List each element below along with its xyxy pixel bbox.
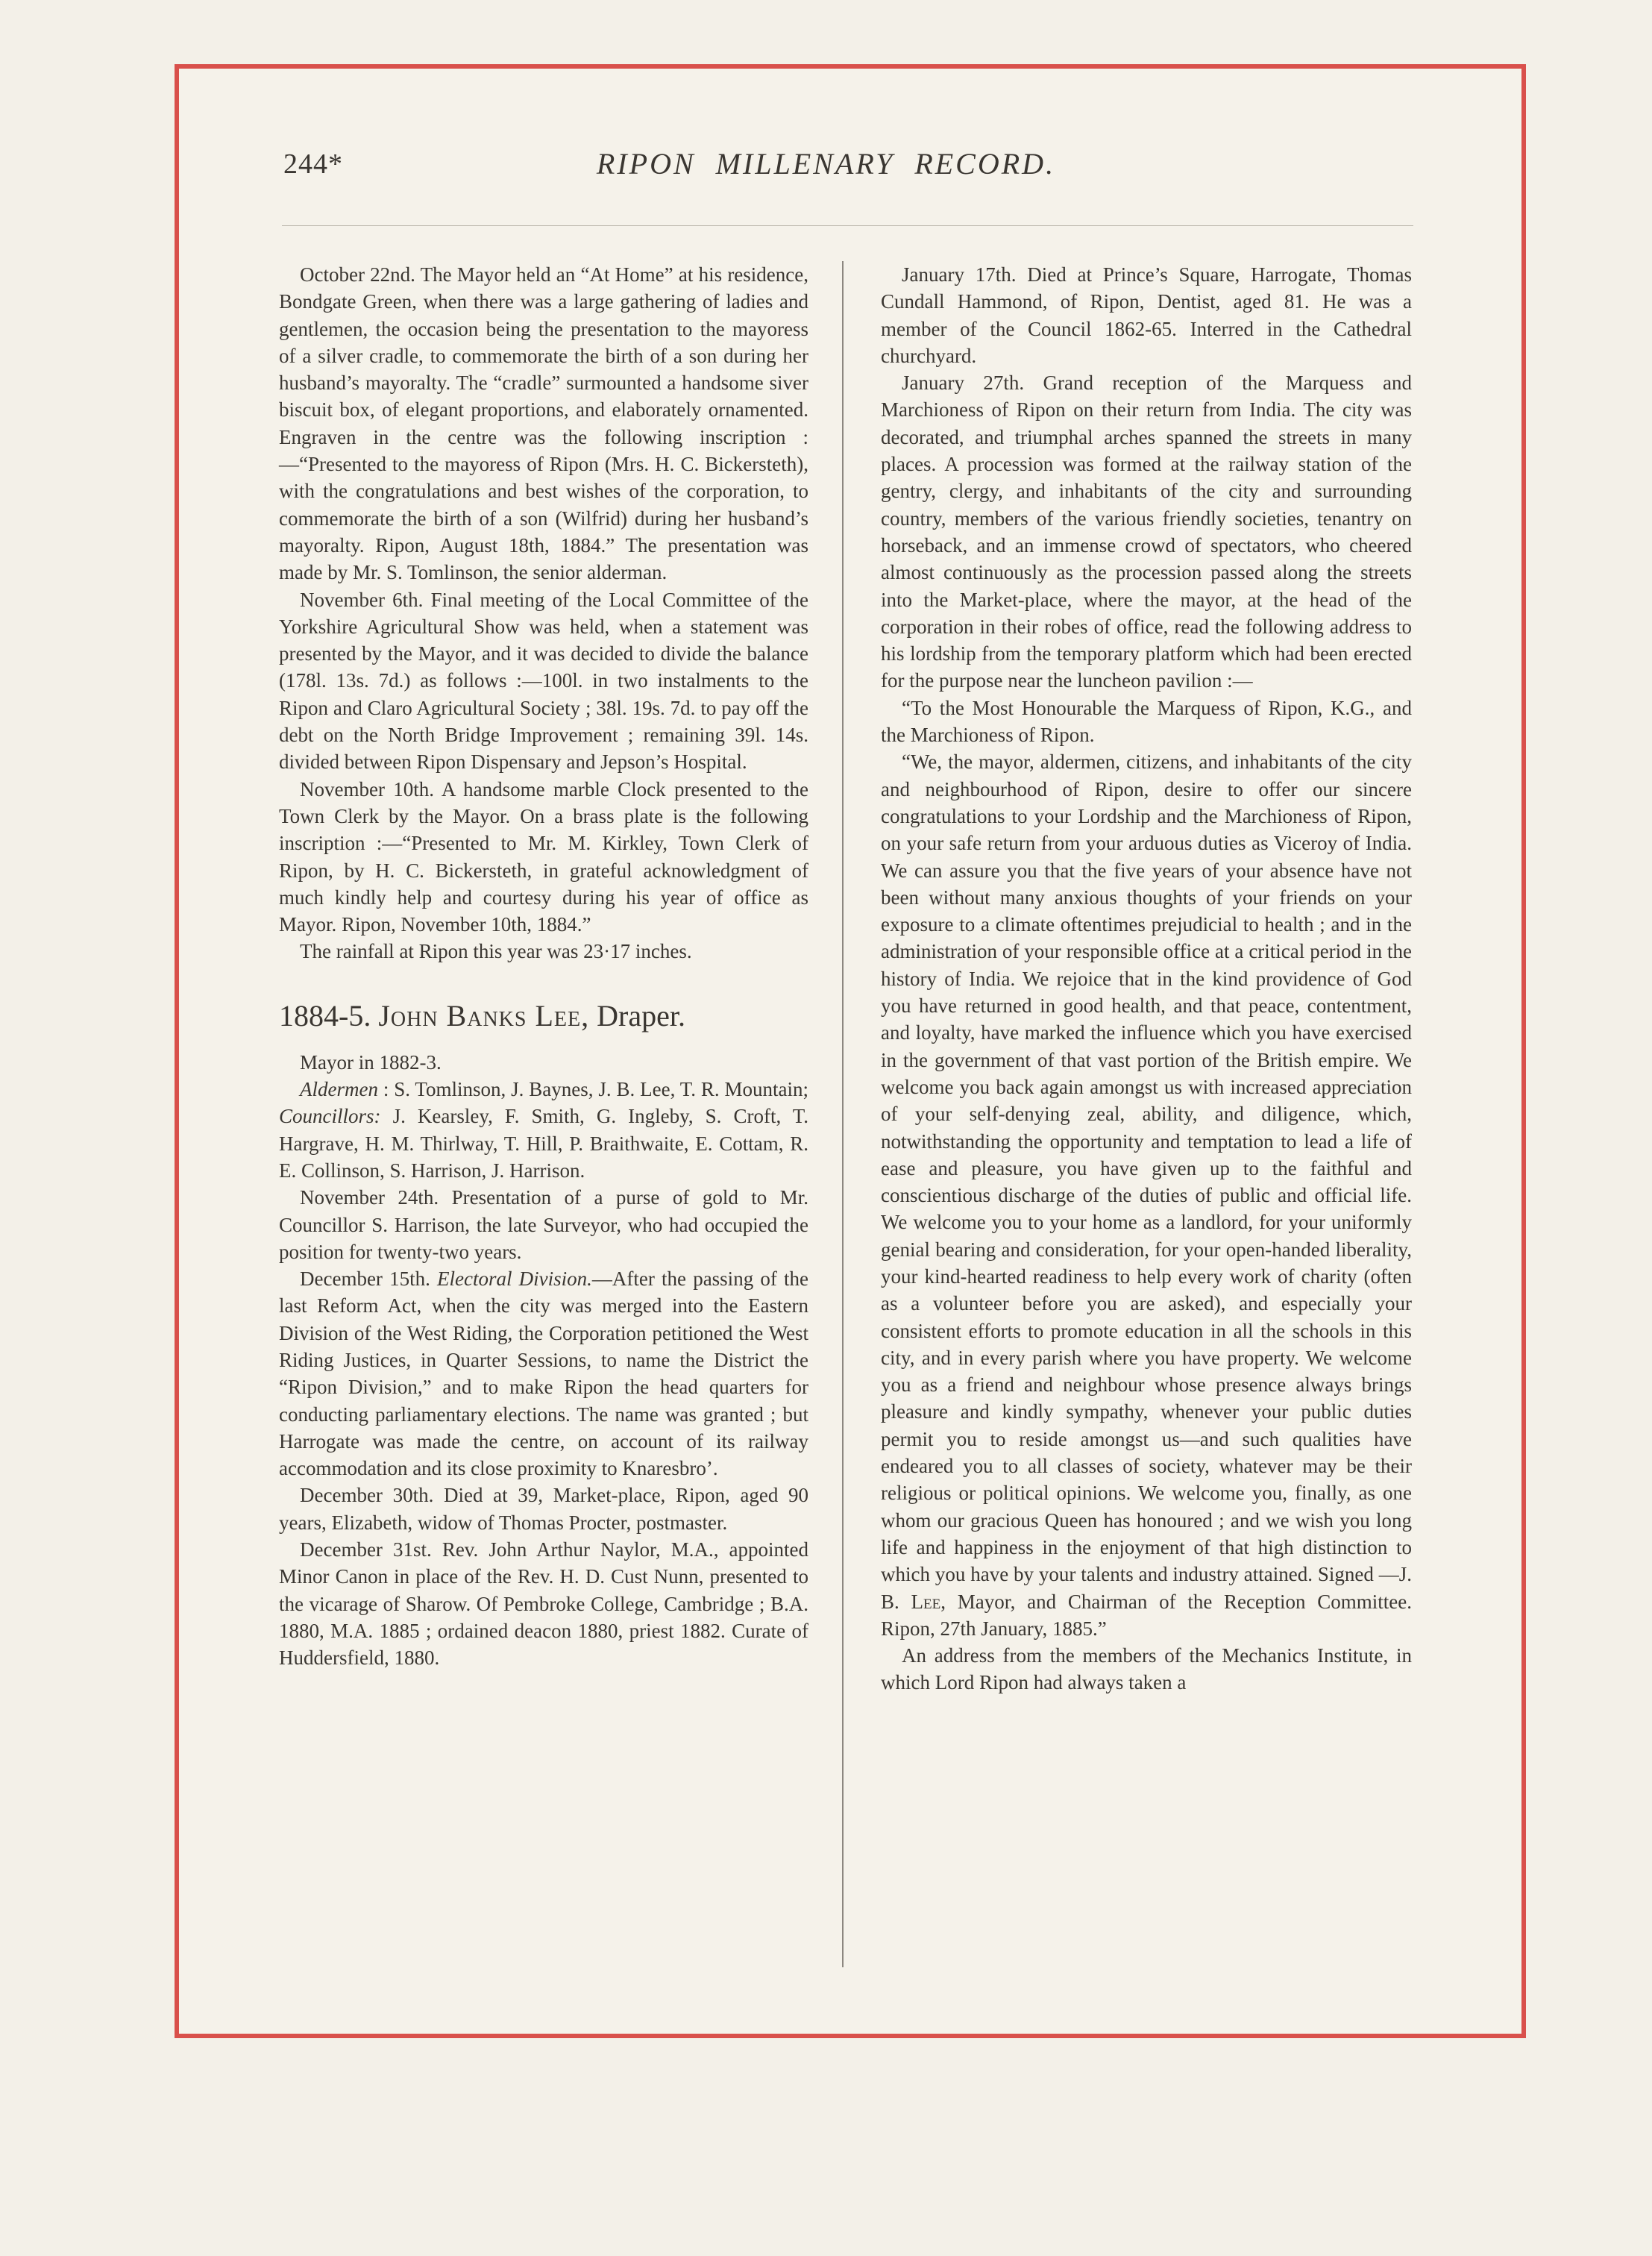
entry-text: —After the passing of the last Reform Act, when the city was merged into the Eastern Division of the West Riding, the Corporation petitioned the West Riding Justices, in Quarter Sessions, to name the District the “Ripon Division,” and to make Ripon the head quarters for conducting parliamentary elections. The name was granted ; but Harrogate was made the centre, on account of its railway accommodation and its close proximity to Knaresbro’. bbox=[279, 1268, 808, 1480]
councillors-label: Councillors: bbox=[279, 1105, 381, 1128]
aldermen-text: : S. Tomlinson, J. Baynes, J. B. Lee, T. R. Mountain; bbox=[383, 1078, 809, 1101]
paragraph: December 31st. Rev. John Arthur Naylor, M.A., appointed Minor Canon in place of the Rev. H. D. Cust Nunn, presented to the vicarage of Sharow. Of Pembroke College, Cambridge ; B.A. 1880, M.A. 1885 ; ordained deacon 1880, priest 1882. Curate of Huddersfield, 1880. bbox=[279, 1538, 808, 1670]
left-column bbox=[279, 261, 808, 1672]
paragraph: “To the Most Honourable the Marquess of Ripon, K.G., and the Marchioness of Ripon. bbox=[881, 696, 1412, 747]
paragraph: The rainfall at Ripon this year was 23·17 inches. bbox=[300, 940, 692, 963]
paragraph: An address from the members of the Mechanics Institute, in which Lord Ripon had always taken a bbox=[881, 1644, 1412, 1694]
mayor-heading bbox=[279, 998, 808, 1034]
paragraph: January 17th. Died at Prince’s Square, Harrogate, Thomas Cundall Hammond, of Ripon, Dentist, aged 81. He was a member of the Council 1862-65. Interred in the Cathedral churchyard. bbox=[881, 263, 1412, 367]
paragraph: October 22nd. The Mayor held an “At Home” at his residence, Bondgate Green, when there was a large gathering of ladies and gentlemen, the occasion being the presentation to the mayoress of a silver cradle, to commemorate the birth of a son during her husband’s mayoralty. The “cradle” surmounted a handsome siver biscuit box, of elegant proportions, and elaborately ornamented. Engraven in the centre was the following inscription :—“Presented to the mayoress of Ripon (Mrs. H. C. Bickersteth), with the congratulations and best wishes of the corporation, to commemorate the birth of a son (Wilfrid) during her husband’s mayoralty. Ripon, August 18th, 1884.” The presentation was made by Mr. S. Tomlinson, the senior alderman. bbox=[279, 263, 808, 584]
address-paragraph bbox=[881, 748, 1412, 1642]
mayor-year: 1884-5. bbox=[279, 998, 371, 1033]
paragraph: January 27th. Grand reception of the Marquess and Marchioness of Ripon on their return from India. The city was decorated, and triumphal arches spanned the streets in many places. A procession was formed at the railway station of the gentry, clergy, and inhabitants of the city and surrounding country, members of the various friendly societies, tenantry on horseback, and an immense crowd of spectators, who cheered almost continuously as the procession passed along the streets into the Market-place, where the mayor, at the head of the corporation in their robes of office, read the following address to his lordship from the temporary platform which had been erected for the purpose near the luncheon pavilion :— bbox=[881, 372, 1412, 692]
paragraph: November 6th. Final meeting of the Local Committee of the Yorkshire Agricultural Show was held, when a statement was presented by the Mayor, and it was decided to divide the balance (178l. 13s. 7d.) as follows :—100l. in two instalments to the Ripon and Claro Agricultural Society ; 38l. 19s. 7d. to pay off the debt on the North Bridge Improvement ; remaining 39l. 14s. divided between Ripon Dispensary and Jepson’s Hospital. bbox=[279, 588, 808, 774]
council-list bbox=[279, 1076, 808, 1184]
paragraph-electoral bbox=[279, 1265, 808, 1482]
mayor-trade: Draper. bbox=[597, 998, 685, 1033]
column-divider bbox=[842, 261, 844, 1967]
paragraph: November 10th. A handsome marble Clock presented to the Town Clerk by the Mayor. On a brass plate is the following inscription :—“Presented to Mr. M. Kirkley, Town Clerk of Ripon, by H. C. Bickersteth, in grateful acknowledgment of much kindly help and courtesy during his year of office as Mayor. Ripon, November 10th, 1884.” bbox=[279, 777, 808, 936]
paragraph: December 30th. Died at 39, Market-place, Ripon, aged 90 years, Elizabeth, widow of Thomas Procter, postmaster. bbox=[279, 1484, 808, 1534]
running-title: RIPON MILLENARY RECORD. bbox=[596, 147, 1056, 181]
paragraph: Mayor in 1882-3. bbox=[300, 1050, 442, 1074]
aldermen-label: Aldermen bbox=[300, 1078, 378, 1101]
entry-label: Electoral Division. bbox=[437, 1268, 592, 1291]
signatory-name: J. B. Lee, bbox=[881, 1563, 1412, 1613]
header-rule bbox=[282, 225, 1413, 226]
address-text: “We, the mayor, aldermen, citizens, and inhabitants of the city and neighbourhood of Ripon, desire to offer our sincere congratulations to your Lordship and the Marchioness of Ripon, on your safe return from your arduous duties as Viceroy of India. We can assure you that the five years of your absence have not been without many anxious thoughts of your friends on your exposure to a climate oftentimes prejudicial to health ; and in the administration of your responsible office at a critical period in the history of India. We rejoice that in the kind providence of God you have returned in good health, and that peace, contentment, and loyalty, have marked the influence which you have exercised in the government of that vast portion of the British empire. We welcome you back again amongst us with increased appreciation of your self-denying zeal, ability, and diligence, which, notwithstanding the opportunity and temptation to lead a life of ease and pleasure, you have given up to the faithful and conscientious discharge of the duties of public and official life. We welcome you to your home as a landlord, for your uniformly genial bearing and consideration, for your open-handed liberality, your kind-hearted readiness to help every work of charity (often as a volunteer before you are asked), and especially your consistent efforts to promote education in all the schools in this city, and in every parish where you have property. We welcome you as a friend and neighbour whose presence always brings pleasure and kindly sympathy, whenever your public duties permit you to reside amongst us—and such qualities have endeared you to all classes of society, whatever may be their religious or political opinions. We welcome you, finally, as one whom our gracious Queen has honoured ; and we wish you long life and happiness in the enjoyment of that high distinction to which you have by your talents and industry attained. Signed — bbox=[881, 751, 1412, 1586]
right-column bbox=[881, 261, 1412, 1696]
councillors-text: J. Kearsley, F. Smith, G. Ingleby, S. Croft, T. Hargrave, H. M. Thirlway, T. Hill, P. Braithwaite, E. Cottam, R. E. Collinson, S. Harrison, J. Harrison. bbox=[279, 1105, 808, 1182]
address-closing: Mayor, and Chairman of the Reception Committee. Ripon, 27th January, 1885.” bbox=[881, 1590, 1412, 1640]
paragraph: November 24th. Presentation of a purse of gold to Mr. Councillor S. Harrison, the late Surveyor, who had occupied the position for twenty-two years. bbox=[279, 1186, 808, 1263]
page-number: 244* bbox=[283, 148, 343, 180]
mayor-name: John Banks Lee, bbox=[378, 998, 590, 1033]
entry-date: December 15th. bbox=[300, 1268, 430, 1291]
